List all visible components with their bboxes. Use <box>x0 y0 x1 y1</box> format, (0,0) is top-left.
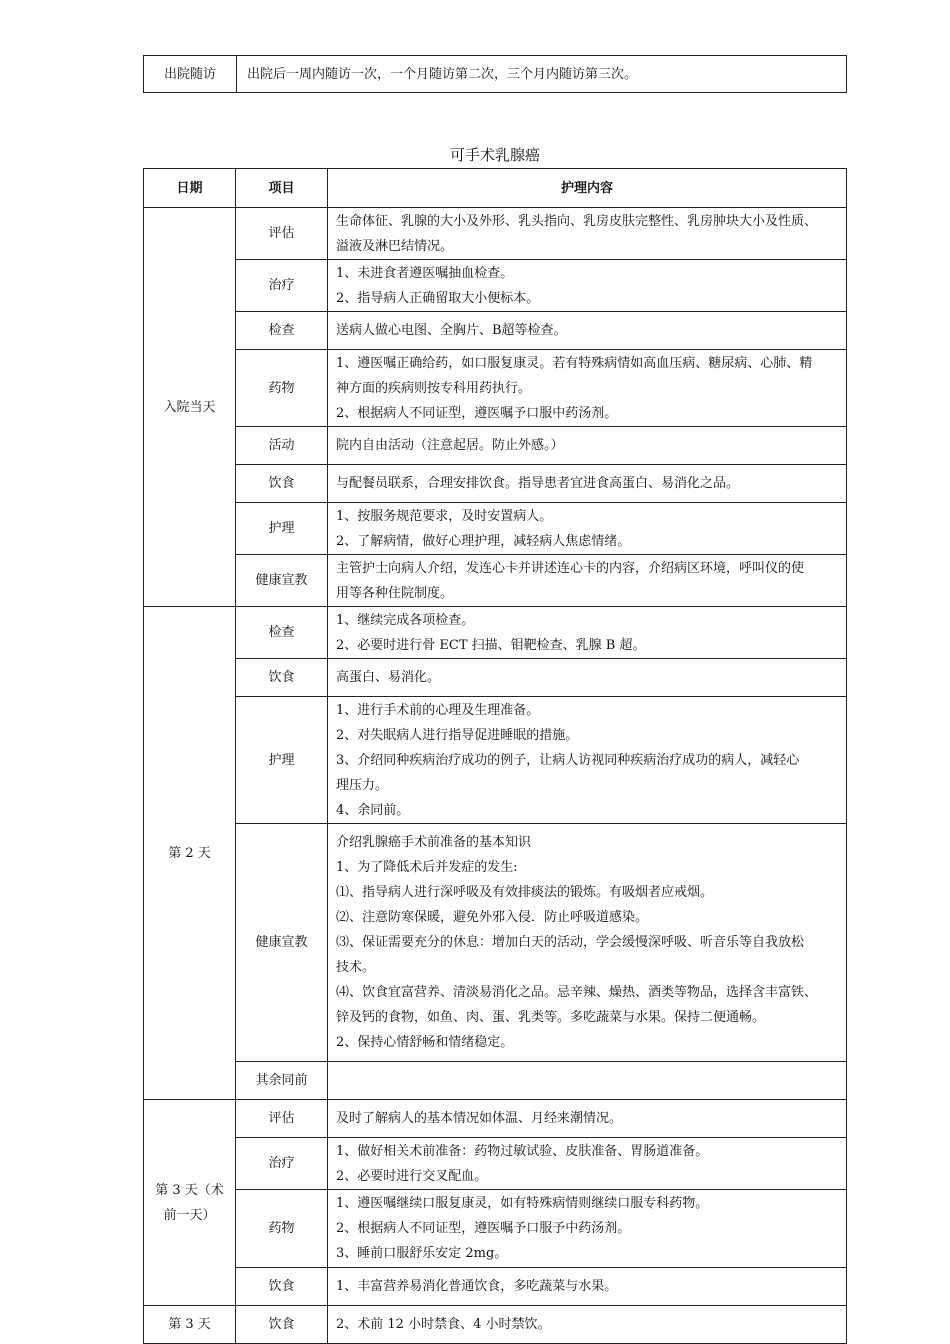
table-row <box>144 56 847 93</box>
content-line: 主管护士向病人介绍，发连心卡并讲述连心卡的内容，介绍病区环境，呼叫仪的使 <box>336 560 805 576</box>
content-line: 1、未进食者遵医嘱抽血检查。 <box>336 265 514 281</box>
item-cell: 饮食 <box>236 465 328 503</box>
content-line: 1、继续完成各项检查。 <box>336 612 475 628</box>
table-row <box>144 1268 847 1306</box>
item-cell: 治疗 <box>236 1138 328 1190</box>
content-line: 2、对失眠病人进行指导促进睡眠的措施。 <box>336 727 579 743</box>
content-line: 溢液及淋巴结情况。 <box>336 238 454 254</box>
content-cell <box>328 427 847 465</box>
date-cell: 第 2 天 <box>144 607 236 1100</box>
table-row <box>144 697 847 824</box>
content-line: 送病人做心电图、全胸片、B超等检查。 <box>336 323 567 338</box>
item-cell: 饮食 <box>236 1306 328 1344</box>
table-row <box>144 659 847 697</box>
header-content: 护理内容 <box>328 169 847 208</box>
content-cell <box>328 1268 847 1306</box>
content-cell <box>328 1138 847 1190</box>
item-cell: 护理 <box>236 503 328 555</box>
table-row <box>144 1100 847 1138</box>
content-cell <box>328 1190 847 1268</box>
content-cell <box>328 260 847 312</box>
content-cell <box>328 312 847 350</box>
content-line: 生命体征、乳腺的大小及外形、乳头指向、乳房皮肤完整性、乳房肿块大小及性质、 <box>336 213 818 229</box>
date-cell: 第 3 天（术前一天） <box>144 1100 236 1306</box>
content-line: ⑶、保证需要充分的休息：增加白天的活动，学会缓慢深呼吸、听音乐等自我放松 <box>336 935 805 950</box>
content-line: 3、介绍同种疾病治疗成功的例子，让病人访视同种疾病治疗成功的病人，减轻心 <box>336 752 800 768</box>
discharge-table <box>143 55 847 93</box>
content-cell <box>328 659 847 697</box>
discharge-text: 出院后一周内随访一次，一个月随访第二次，三个月内随访第三次。 <box>237 56 847 93</box>
content-line: 介绍乳腺癌手术前准备的基本知识 <box>336 835 532 850</box>
content-line: 锌及钙的食物，如鱼、肉、蛋、乳类等。多吃蔬菜与水果。保持二便通畅。 <box>336 1010 766 1025</box>
table-row <box>144 1190 847 1268</box>
content-cell <box>328 1100 847 1138</box>
content-line: 理压力。 <box>336 777 389 793</box>
table-body <box>144 208 847 1344</box>
table-row <box>144 503 847 555</box>
content-line: ⑴、指导病人进行深呼吸及有效排痰法的锻炼。有吸烟者应戒烟。 <box>336 885 714 900</box>
table-title: 可手术乳腺癌 <box>449 146 540 164</box>
content-line: 1、遵医嘱正确给药，如口服复康灵。若有特殊病情如高血压病、糖尿病、心肺、精 <box>336 355 813 371</box>
content-line: 院内自由活动（注意起居。防止外感。） <box>336 438 564 453</box>
care-plan-table <box>143 168 847 1344</box>
discharge-label: 出院随访 <box>144 56 237 93</box>
table-row <box>144 1062 847 1100</box>
content-line: 2、必要时进行骨 ECT 扫描、钼靶检查、乳腺 B 超。 <box>336 637 646 653</box>
content-cell <box>328 824 847 1062</box>
header-item: 项目 <box>236 169 328 208</box>
table-row <box>144 1138 847 1190</box>
content-line: 技术。 <box>336 960 376 975</box>
content-line: 2、了解病情，做好心理护理，减轻病人焦虑情绪。 <box>336 533 631 549</box>
content-line: 神方面的疾病则按专科用药执行。 <box>336 380 532 396</box>
item-cell: 健康宣教 <box>236 824 328 1062</box>
content-line: 3、睡前口服舒乐安定 2mg。 <box>336 1246 508 1261</box>
content-cell <box>328 1306 847 1344</box>
content-line: 2、保持心情舒畅和情绪稳定。 <box>336 1035 514 1050</box>
content-cell <box>328 503 847 555</box>
content-line: 2、指导病人正确留取大小便标本。 <box>336 290 540 306</box>
content-line: 与配餐员联系，合理安排饮食。指导患者宜进食高蛋白、易消化之品。 <box>336 476 740 491</box>
item-cell: 药物 <box>236 350 328 427</box>
table-row <box>144 555 847 607</box>
item-cell: 检查 <box>236 312 328 350</box>
table-row <box>144 208 847 260</box>
item-cell: 治疗 <box>236 260 328 312</box>
content-line: ⑷、饮食宜富营养、清淡易消化之品。忌辛辣、燥热、酒类等物品，选择含丰富铁、 <box>336 985 818 1000</box>
table-row <box>144 312 847 350</box>
content-line: 1、进行手术前的心理及生理准备。 <box>336 702 540 718</box>
table-row <box>144 260 847 312</box>
item-cell: 饮食 <box>236 1268 328 1306</box>
table-row <box>144 1306 847 1344</box>
content-line: 1、丰富营养易消化普通饮食，多吃蔬菜与水果。 <box>336 1279 618 1294</box>
table-row <box>144 427 847 465</box>
item-cell: 护理 <box>236 697 328 824</box>
table-row <box>144 465 847 503</box>
table-row <box>144 350 847 427</box>
content-line: 1、做好相关术前准备：药物过敏试验、皮肤准备、胃肠道准备。 <box>336 1143 709 1159</box>
content-line: 1、遵医嘱继续口服复康灵，如有特殊病情则继续口服专科药物。 <box>336 1196 709 1211</box>
item-cell: 饮食 <box>236 659 328 697</box>
content-cell <box>328 465 847 503</box>
header-row <box>144 169 847 208</box>
content-line: 2、根据病人不同证型，遵医嘱予口服中药汤剂。 <box>336 405 618 421</box>
content-line: 及时了解病人的基本情况如体温、月经来潮情况。 <box>336 1111 623 1126</box>
content-line: ⑵、注意防寒保暖，避免外邪入侵．防止呼吸道感染。 <box>336 910 649 925</box>
content-line: 2、术前 12 小时禁食、4 小时禁饮。 <box>336 1317 551 1332</box>
content-cell <box>328 607 847 659</box>
table-row <box>144 607 847 659</box>
content-line: 1、按服务规范要求，及时安置病人。 <box>336 508 553 524</box>
item-cell: 活动 <box>236 427 328 465</box>
content-line: 1、为了降低术后并发症的发生: <box>336 860 518 875</box>
item-cell: 评估 <box>236 1100 328 1138</box>
header-date: 日期 <box>144 169 236 208</box>
item-cell: 检查 <box>236 607 328 659</box>
content-line: 4、余同前。 <box>336 802 410 818</box>
content-line: 2、必要时进行交叉配血。 <box>336 1168 488 1184</box>
item-cell: 评估 <box>236 208 328 260</box>
item-cell: 健康宣教 <box>236 555 328 607</box>
date-cell: 入院当天 <box>144 208 236 607</box>
table-row <box>144 824 847 1062</box>
item-cell: 其余同前 <box>236 1062 328 1100</box>
content-line: 用等各种住院制度。 <box>336 585 454 601</box>
content-cell <box>328 208 847 260</box>
date-cell: 第 3 天 <box>144 1306 236 1344</box>
content-cell <box>328 1062 847 1100</box>
content-cell <box>328 350 847 427</box>
content-line: 2、根据病人不同证型，遵医嘱予口服予中药汤剂。 <box>336 1221 631 1236</box>
content-cell <box>328 697 847 824</box>
item-cell: 药物 <box>236 1190 328 1268</box>
content-line: 高蛋白、易消化。 <box>336 670 441 685</box>
content-cell <box>328 555 847 607</box>
